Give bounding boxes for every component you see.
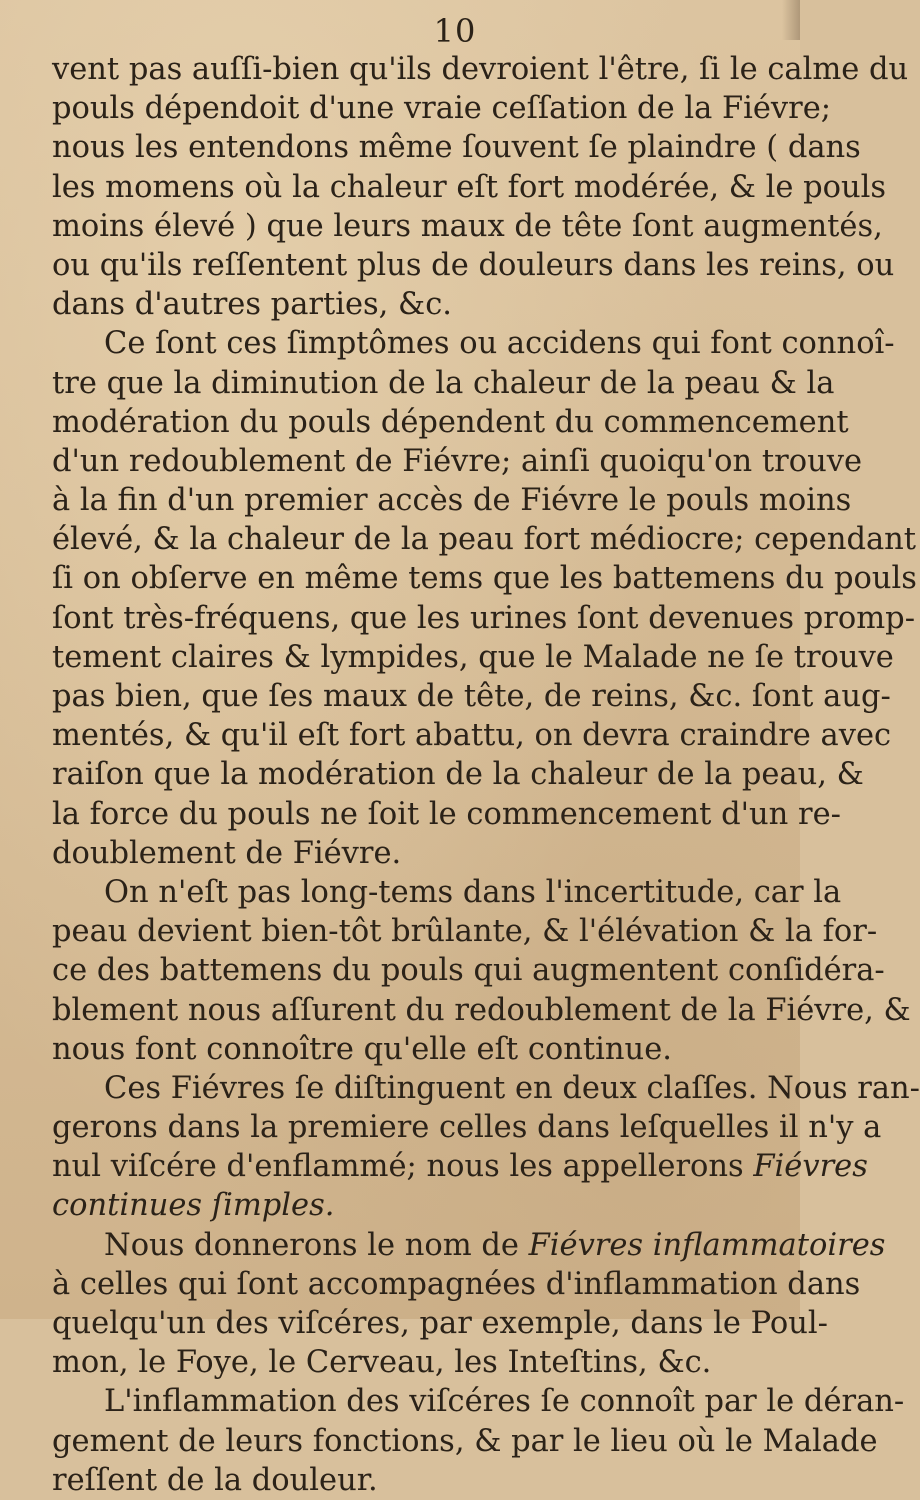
text-line: gerons dans la premiere celles dans leſquelles il n'y a	[52, 1110, 882, 1146]
text-line: modération du pouls dépendent du commencement	[52, 404, 849, 440]
text-line: ce des battemens du pouls qui augmentent conſidéra-	[52, 953, 885, 989]
text-line: blement nous aſſurent du redoublement de la Fiévre, &	[52, 992, 911, 1028]
text-line: ſi on obſerve en même tems que les battemens du pouls	[52, 561, 917, 597]
body-text	[52, 50, 920, 1500]
text-line	[52, 1186, 790, 1225]
text-line: reſſent de la douleur.	[52, 1462, 378, 1498]
text-line: ſont très-fréquens, que les urines ſont devenues promp-	[52, 600, 915, 636]
text-line: moins élevé ) que leurs maux de tête ſont augmentés,	[52, 208, 883, 244]
paragraph-start-line: Nous donnerons le nom de Fiévres inflammatoires	[104, 1227, 886, 1263]
text-line: mon, le Foye, le Cerveau, les Inteſtins, &c.	[52, 1345, 712, 1381]
text-line: nul viſcére d'enflammé; nous les appellerons Fiévres	[52, 1149, 868, 1185]
paragraph-start-line: Ces Fiévres ſe diſtinguent en deux claſſes. Nous ran-	[104, 1070, 920, 1106]
text-line: vent pas auſſi-bien qu'ils devroient l'être, ſi le calme du	[52, 52, 909, 87]
text-line: ou qu'ils reſſentent plus de douleurs dans les reins, ou	[52, 247, 895, 283]
text-line: pouls dépendoit d'une vraie ceſſation de la Fiévre;	[52, 91, 832, 127]
text-line: la force du pouls ne ſoit le commencement d'un re-	[52, 796, 841, 832]
text-line: tement claires & lympides, que le Malade ne ſe trouve	[52, 639, 894, 675]
text-line: élevé, & la chaleur de la peau fort médiocre; cependant	[52, 522, 917, 558]
italic-term: Fiévres inflammatoires	[528, 1227, 886, 1263]
paragraph-start-line: L'inflammation des viſcéres ſe connoît par le déran-	[104, 1384, 905, 1420]
text-line: à celles qui ſont accompagnées d'inflammation dans	[52, 1266, 861, 1302]
text-line: d'un redoublement de Fiévre; ainſi quoiqu'on trouve	[52, 443, 862, 479]
page-number: 10	[433, 12, 477, 50]
text-line: pas bien, que ſes maux de tête, de reins, &c. ſont aug-	[52, 679, 891, 714]
text-line: doublement de Fiévre.	[52, 835, 402, 871]
text-line: à la fin d'un premier accès de Fiévre le pouls moins	[52, 483, 852, 519]
text-line: gement de leurs fonctions, & par le lieu où le Malade	[52, 1423, 878, 1459]
italic-term: continues ſimples.	[52, 1188, 335, 1224]
text-line: mentés, & qu'il eſt fort abattu, on devra craindre avec	[52, 718, 892, 754]
text-line: nous font connoître qu'elle eſt continue.	[52, 1031, 672, 1067]
paragraph-start-line: Ce ſont ces ſimptômes ou accidens qui font connoî-	[104, 326, 895, 362]
text-line: tre que la diminution de la chaleur de la peau & la	[52, 365, 835, 401]
paragraph-start-line: On n'eſt pas long-tems dans l'incertitude, car la	[104, 874, 842, 910]
text-line: raiſon que la modération de la chaleur de la peau, &	[52, 757, 864, 793]
text-line: nous les entendons même ſouvent ſe plaindre ( dans	[52, 130, 861, 166]
italic-term: Fiévres	[753, 1149, 868, 1185]
text-line: quelqu'un des viſcéres, par exemple, dans le Poul-	[52, 1306, 828, 1341]
text-line: peau devient bien-tôt brûlante, & l'élévation & la for-	[52, 914, 878, 950]
text-line: les momens où la chaleur eſt fort modérée, & le pouls	[52, 169, 887, 205]
text-line: dans d'autres parties, &c.	[52, 287, 452, 323]
